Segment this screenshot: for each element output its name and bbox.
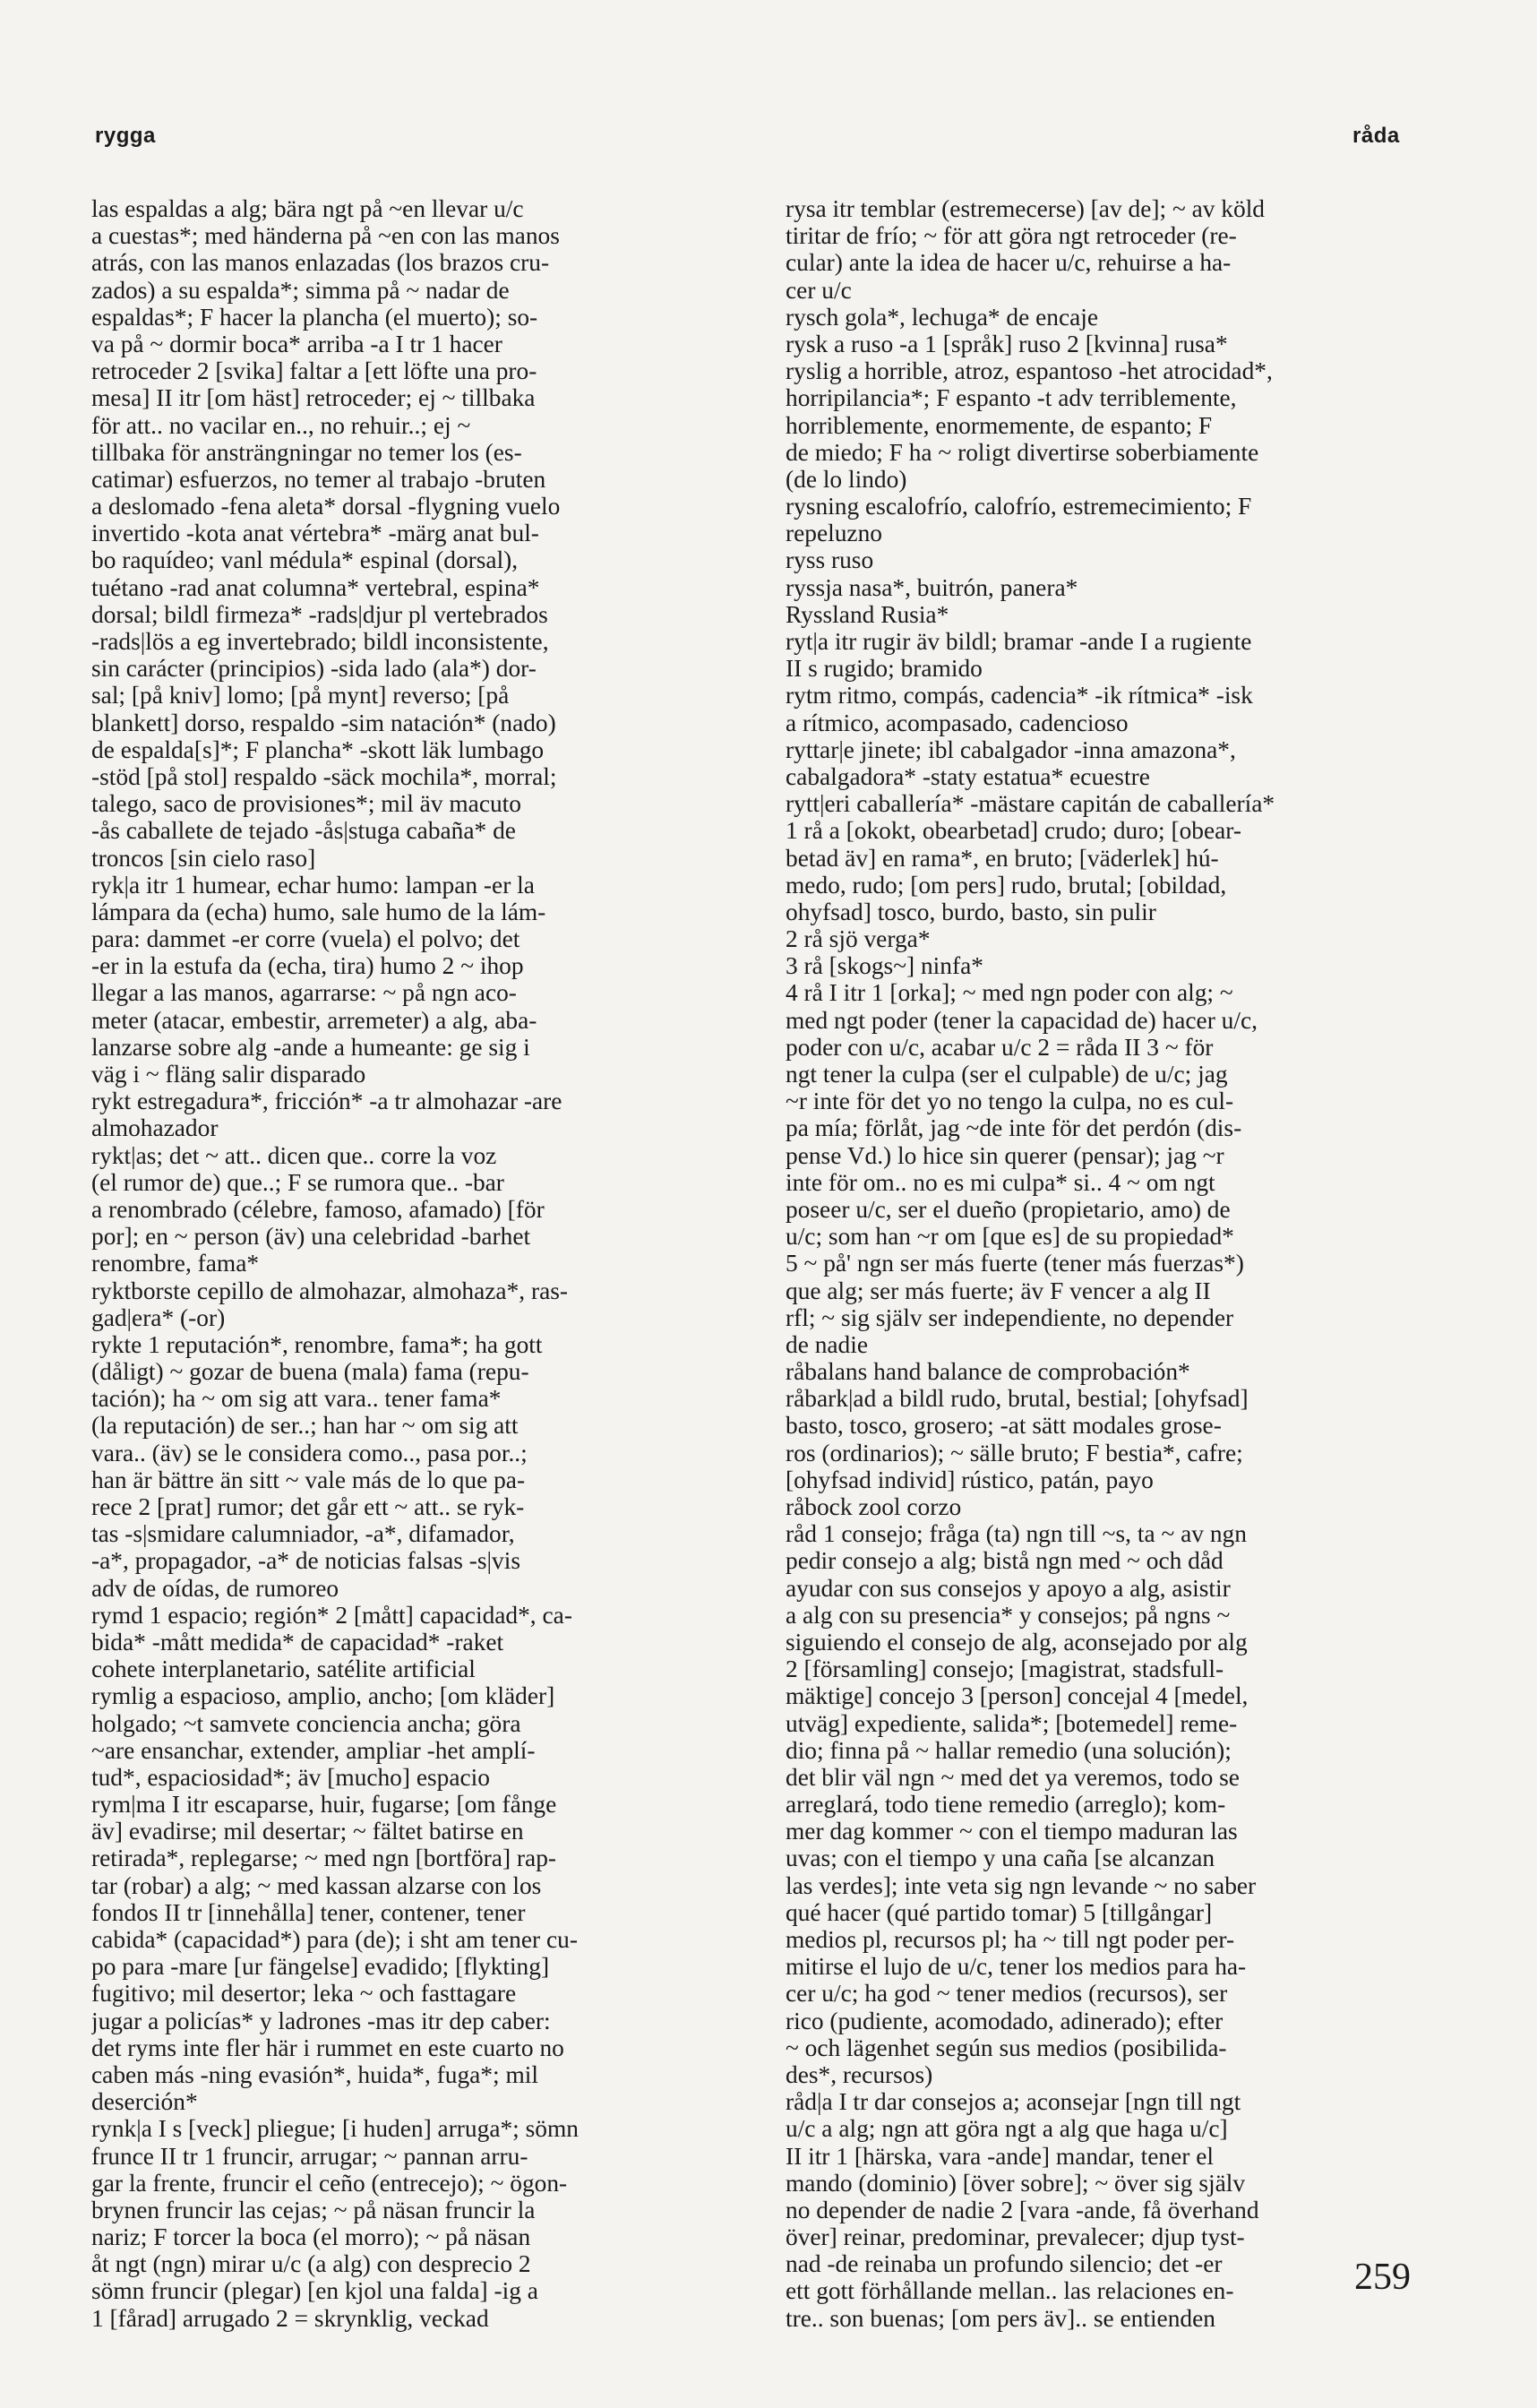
dictionary-line: 1 rå a [okokt, obearbetad] crudo; duro; [obear- [786,817,1242,845]
dictionary-line: -a*, propagador, -a* de noticias falsas -s|vis [91,1547,521,1575]
dictionary-line: de espalda[s]*; F plancha* -skott läk lumbago [91,735,545,763]
dictionary-line: ohyfsad] tosco, burdo, basto, sin pulir [786,898,1156,925]
dictionary-line: II itr 1 [härska, vara -ande] mandar, tener el [786,2142,1214,2170]
dictionary-line: medios pl, recursos pl; ha ~ till ngt poder per- [786,1926,1235,1953]
dictionary-line: vara.. (äv) se le considera como.., pasa por..; [91,1439,528,1466]
dictionary-line: cer u/c [786,276,852,304]
dictionary-line: lámpara da (echa) humo, sale humo de la lám- [91,898,546,925]
dictionary-line: rykte 1 reputación*, renombre, fama*; ha gott [91,1330,543,1358]
dictionary-line: des*, recursos) [786,2060,933,2088]
dictionary-line: (la reputación) de ser..; han har ~ om sig att [91,1412,519,1440]
dictionary-line: las verdes]; inte veta sig ngn levande ~ no saber [786,1871,1257,1899]
dictionary-line: över] reinar, predominar, prevalecer; djup tyst- [786,2223,1245,2251]
dictionary-line: Ryssland Rusia* [786,600,949,628]
dictionary-line: meter (atacar, embestir, arremeter) a alg, aba- [91,1006,537,1034]
dictionary-line: för att.. no vacilar en.., no rehuir..; ej ~ [91,411,471,439]
dictionary-line: gar la frente, fruncir el ceño (entrecejo); ~ ögon- [91,2169,568,2197]
dictionary-line: ryssja nasa*, buitrón, panera* [786,573,1078,601]
dictionary-line: almohazador [91,1114,219,1142]
dictionary-line: tillbaka för ansträngningar no temer los (es- [91,438,522,466]
dictionary-line: siguiendo el consejo de alg, aconsejado por alg [786,1628,1248,1656]
dictionary-line: (de lo lindo) [786,465,907,493]
dictionary-line: u/c a alg; ngn att göra ngt a alg que haga u/c] [786,2115,1228,2143]
dictionary-line: 3 rå [skogs~] ninfa* [786,952,983,980]
dictionary-line: ryktborste cepillo de almohazar, almohaza*, ras- [91,1277,569,1304]
dictionary-line: rytm ritmo, compás, cadencia* -ik rítmica* -isk [786,682,1253,710]
dictionary-line: ryk|a itr 1 humear, echar humo: lampan -er la [91,871,535,899]
dictionary-line: II s rugido; bramido [786,655,983,683]
dictionary-line: dorsal; bildl firmeza* -rads|djur pl vertebrados [91,600,548,628]
dictionary-line: äv] evadirse; mil desertar; ~ fältet batirse en [91,1818,524,1845]
dictionary-line: cabalgadora* -staty estatua* ecuestre [786,762,1150,790]
dictionary-line: pense Vd.) lo hice sin querer (pensar); jag ~r [786,1141,1224,1169]
dictionary-line: bo raquídeo; vanl médula* espinal (dorsal), [91,546,519,574]
dictionary-line: mäktige] concejo 3 [person] concejal 4 [medel, [786,1682,1249,1710]
dictionary-line: pedir consejo a alg; bistå ngn med ~ och dåd [786,1547,1224,1575]
dictionary-line: caben más -ning evasión*, huida*, fuga*; mil [91,2060,538,2088]
dictionary-line: mitirse el lujo de u/c, tener los medios para ha- [786,1953,1247,1981]
dictionary-line: 4 rå I itr 1 [orka]; ~ med ngn poder con alg; ~ [786,979,1233,1007]
dictionary-line: cer u/c; ha god ~ tener medios (recursos), ser [786,1980,1228,2008]
dictionary-line: no depender de nadie 2 [vara -ande, få överhand [786,2196,1259,2223]
dictionary-line: jugar a policías* y ladrones -mas itr dep caber: [91,2007,551,2034]
right-column [786,195,1430,2332]
dictionary-line: que alg; ser más fuerte; äv F vencer a alg II [786,1277,1211,1304]
dictionary-line: tiritar de frío; ~ för att göra ngt retroceder (re- [786,222,1237,250]
dictionary-line: a renombrado (célebre, famoso, afamado) [för [91,1195,545,1223]
dictionary-line: 1 [fårad] arrugado 2 = skrynklig, veckad [91,2304,489,2332]
dictionary-line: tud*, espaciosidad*; äv [mucho] espacio [91,1763,490,1791]
dictionary-line: -ås caballete de tejado -ås|stuga cabaña* de [91,817,516,845]
dictionary-line: dio; finna på ~ hallar remedio (una solución); [786,1736,1232,1764]
dictionary-line: repeluzno [786,520,882,547]
dictionary-line: de nadie [786,1330,869,1358]
dictionary-line: zados) a su espalda*; simma på ~ nadar de [91,276,510,304]
dictionary-line: cabida* (capacidad*) para (de); i sht am tener cu- [91,1926,578,1953]
dictionary-line: por]; en ~ person (äv) una celebridad -barhet [91,1223,531,1251]
dictionary-line: rymd 1 espacio; región* 2 [mått] capacidad*, ca- [91,1601,572,1629]
left-column [91,195,736,2332]
dictionary-line: råd|a I tr dar consejos a; aconsejar [ngn till ngt [786,2088,1241,2116]
dictionary-line: de miedo; F ha ~ roligt divertirse soberbiamente [786,438,1259,466]
dictionary-line: rysk a ruso -a 1 [språk] ruso 2 [kvinna] rusa* [786,330,1228,357]
dictionary-line: rytt|eri caballería* -mästare capitán de caballería* [786,790,1275,818]
dictionary-line: sal; [på kniv] lomo; [på mynt] reverso; [på [91,682,510,710]
dictionary-line: fugitivo; mil desertor; leka ~ och fasttagare [91,1980,517,2008]
dictionary-line: basto, tosco, grosero; -at sätt modales grose- [786,1412,1222,1440]
dictionary-line: 2 rå sjö verga* [786,925,931,953]
dictionary-line: med ngt poder (tener la capacidad de) hacer u/c, [786,1006,1258,1034]
page-number: 259 [1354,2257,1411,2298]
dictionary-line: talego, saco de provisiones*; mil äv macuto [91,790,521,818]
dictionary-line: ~are ensanchar, extender, ampliar -het amplí- [91,1736,536,1764]
dictionary-line: råbock zool corzo [786,1493,962,1520]
dictionary-line: ayudar con sus consejos y apoyo a alg, asistir [786,1574,1231,1602]
dictionary-line: llegar a las manos, agarrarse: ~ på ngn aco- [91,979,517,1007]
dictionary-line: lanzarse sobre alg -ande a humeante: ge sig i [91,1033,530,1061]
dictionary-line: sömn fruncir (plegar) [en kjol una falda] -ig a [91,2277,538,2305]
dictionary-line: retirada*, replegarse; ~ med ngn [bortföra] rap- [91,1845,557,1872]
dictionary-line: retroceder 2 [svika] faltar a [ett löfte una pro- [91,357,537,385]
dictionary-line: adv de oídas, de rumoreo [91,1574,339,1602]
dictionary-line: a cuestas*; med händerna på ~en con las manos [91,222,560,250]
dictionary-line: va på ~ dormir boca* arriba -a I tr 1 hacer [91,330,502,357]
dictionary-line: (el rumor de) que..; F se rumora que.. -bar [91,1168,504,1196]
dictionary-line: a rítmico, acompasado, cadencioso [786,709,1129,736]
dictionary-line: arreglará, todo tiene remedio (arreglo); kom- [786,1791,1226,1819]
dictionary-line: betad äv] en rama*, en bruto; [väderlek] hú- [786,844,1219,872]
dictionary-line: holgado; ~t samvete conciencia ancha; göra [91,1709,521,1737]
dictionary-line: mando (dominio) [över sobre]; ~ över sig själv [786,2169,1246,2197]
dictionary-line: para: dammet -er corre (vuela) el polvo; det [91,925,520,953]
dictionary-line: poder con u/c, acabar u/c 2 = råda II 3 ~ för [786,1033,1214,1061]
dictionary-line: rysning escalofrío, calofrío, estremecimiento; F [786,493,1252,520]
dictionary-line: åt ngt (ngn) mirar u/c (a alg) con desprecio 2 [91,2250,531,2278]
dictionary-line: väg i ~ fläng salir disparado [91,1061,366,1088]
dictionary-line: catimar) esfuerzos, no temer al trabajo -bruten [91,465,546,493]
dictionary-line: horripilancia*; F espanto -t adv terriblemente, [786,384,1237,412]
dictionary-line: qué hacer (qué partido tomar) 5 [tillgångar] [786,1898,1213,1926]
dictionary-line: frunce II tr 1 fruncir, arrugar; ~ pannan arru- [91,2142,528,2170]
dictionary-line: tuétano -rad anat columna* vertebral, espina* [91,573,540,601]
dictionary-line: pa mía; förlåt, jag ~de inte för det perdón (dis- [786,1114,1242,1142]
running-header-right: råda [1352,124,1400,148]
dictionary-line: råd 1 consejo; fråga (ta) ngn till ~s, ta ~ av ngn [786,1520,1247,1548]
dictionary-line: ~r inte för det yo no tengo la culpa, no es cul- [786,1088,1234,1115]
dictionary-line: a deslomado -fena aleta* dorsal -flygning vuelo [91,493,561,520]
dictionary-line: rfl; ~ sig själv ser independiente, no depender [786,1303,1234,1331]
running-header-left: rygga [95,124,156,148]
dictionary-line: det ryms inte fler här i rummet en este cuarto no [91,2034,564,2061]
dictionary-line: cohete interplanetario, satélite artificial [91,1656,476,1683]
dictionary-line: troncos [sin cielo raso] [91,844,316,872]
dictionary-line: råbalans hand balance de comprobación* [786,1358,1190,1386]
dictionary-line: nariz; F torcer la boca (el morro); ~ på näsan [91,2223,531,2251]
dictionary-line: blankett] dorso, respaldo -sim natación* (nado) [91,709,556,736]
dictionary-line: han är bättre än sitt ~ vale más de lo que pa- [91,1466,526,1493]
dictionary-line: ryslig a horrible, atroz, espantoso -het atrocidad*, [786,357,1273,385]
dictionary-line: inte för om.. no es mi culpa* si.. 4 ~ om ngt [786,1168,1215,1196]
dictionary-line: -stöd [på stol] respaldo -säck mochila*, morral; [91,762,557,790]
dictionary-line: rykt|as; det ~ att.. dicen que.. corre la voz [91,1141,497,1169]
dictionary-line: -er in la estufa da (echa, tira) humo 2 ~ ihop [91,952,524,980]
dictionary-line: rico (pudiente, acomodado, adinerado); efter [786,2007,1224,2034]
dictionary-line: rysch gola*, lechuga* de encaje [786,303,1099,331]
dictionary-line: rece 2 [prat] rumor; det går ett ~ att.. se ryk- [91,1493,525,1520]
dictionary-line: gad|era* (-or) [91,1303,226,1331]
dictionary-line: espaldas*; F hacer la plancha (el muerto); so- [91,303,538,331]
dictionary-line: råbark|ad a bildl rudo, brutal, bestial; [ohyfsad] [786,1385,1249,1413]
dictionary-line: tación); ha ~ om sig att vara.. tener fama* [91,1385,502,1413]
dictionary-line: -rads|lös a eg invertebrado; bildl inconsistente, [91,628,549,655]
dictionary-line: utväg] expediente, salida*; [botemedel] reme- [786,1709,1238,1737]
dictionary-line: ryttar|e jinete; ibl cabalgador -inna amazona*, [786,735,1236,763]
dictionary-line: tas -s|smidare calumniador, -a*, difamador, [91,1520,515,1548]
dictionary-line: brynen fruncir las cejas; ~ på näsan fruncir la [91,2196,536,2223]
dictionary-line: invertido -kota anat vértebra* -märg anat bul- [91,520,539,547]
dictionary-line: po para -mare [ur fängelse] evadido; [flykting] [91,1953,550,1981]
dictionary-line: det blir väl ngn ~ med det ya veremos, todo se [786,1763,1240,1791]
dictionary-line: ryt|a itr rugir äv bildl; bramar -ande I a rugiente [786,628,1252,655]
dictionary-line: medo, rudo; [om pers] rudo, brutal; [obildad, [786,871,1227,899]
dictionary-line: horriblemente, enormemente, de espanto; F [786,411,1213,439]
dictionary-line: fondos II tr [innehålla] tener, contener, tener [91,1898,526,1926]
dictionary-line: rykt estregadura*, fricción* -a tr almohazar -are [91,1088,562,1115]
dictionary-line: ngt tener la culpa (ser el culpable) de u/c; jag [786,1061,1228,1088]
dictionary-line: renombre, fama* [91,1250,260,1277]
dictionary-line: mer dag kommer ~ con el tiempo maduran las [786,1818,1238,1845]
dictionary-line: ros (ordinarios); ~ sälle bruto; F bestia*, cafre; [786,1439,1243,1466]
dictionary-line: rym|ma I itr escaparse, huir, fugarse; [om fånge [91,1791,557,1819]
dictionary-line: atrás, con las manos enlazadas (los brazos cru- [91,249,550,277]
dictionary-line: 5 ~ på' ngn ser más fuerte (tener más fuerzas*) [786,1250,1244,1277]
dictionary-line: ryss ruso [786,546,874,574]
dictionary-line: sin carácter (principios) -sida lado (ala*) dor- [91,655,537,683]
dictionary-line: rymlig a espacioso, amplio, ancho; [om kläder] [91,1682,555,1710]
dictionary-line: nad -de reinaba un profundo silencio; det -er [786,2250,1223,2278]
dictionary-line: poseer u/c, ser el dueño (propietario, amo) de [786,1195,1231,1223]
dictionary-line: cular) ante la idea de hacer u/c, rehuirse a ha- [786,249,1232,277]
dictionary-line: las espaldas a alg; bära ngt på ~en llevar u/c [91,195,524,222]
dictionary-line: ett gott förhållande mellan.. las relaciones en- [786,2277,1234,2305]
dictionary-line: tre.. son buenas; [om pers äv].. se entienden [786,2304,1215,2332]
dictionary-line: rynk|a I s [veck] pliegue; [i huden] arruga*; sömn [91,2115,579,2143]
dictionary-line: a alg con su presencia* y consejos; på ngns ~ [786,1601,1231,1629]
dictionary-line: [ohyfsad individ] rústico, patán, payo [786,1466,1154,1493]
dictionary-line: ~ och lägenhet según sus medios (posibilida- [786,2034,1227,2061]
dictionary-line: uvas; con el tiempo y una caña [se alcanzan [786,1845,1215,1872]
dictionary-line: 2 [församling] consejo; [magistrat, stadsfull- [786,1656,1224,1683]
dictionary-line: rysa itr temblar (estremecerse) [av de]; ~ av köld [786,195,1266,222]
dictionary-line: mesa] II itr [om häst] retroceder; ej ~ tillbaka [91,384,536,412]
dictionary-line: u/c; som han ~r om [que es] de su propiedad* [786,1223,1234,1251]
dictionary-line: tar (robar) a alg; ~ med kassan alzarse con los [91,1871,542,1899]
dictionary-line: (dåligt) ~ gozar de buena (mala) fama (repu- [91,1358,529,1386]
dictionary-line: deserción* [91,2088,198,2116]
dictionary-line: bida* -mått medida* de capacidad* -raket [91,1628,504,1656]
